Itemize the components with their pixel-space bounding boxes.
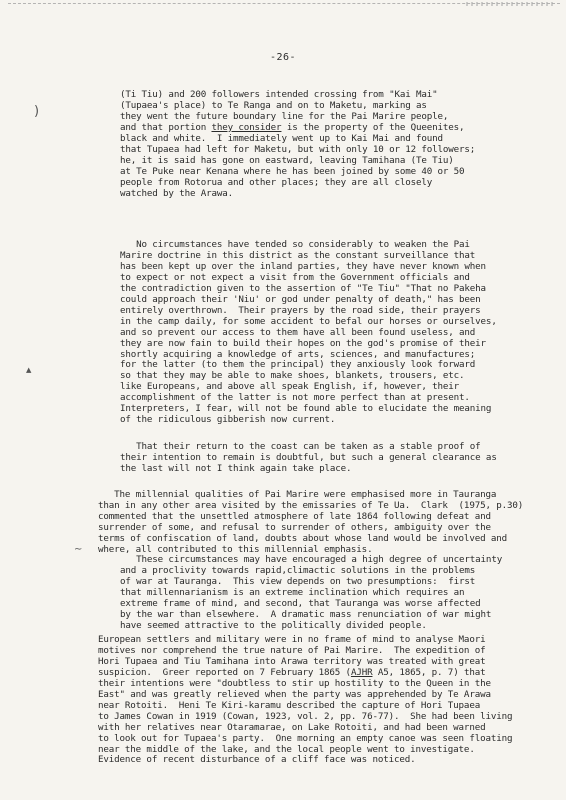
text-line: (Ti Tiu) and 200 followers intended crossing from "Kai Mai" <box>120 89 438 100</box>
text-line: These circumstances may have encouraged a high degree of uncertainty <box>120 554 503 565</box>
paragraph-quote-1 <box>120 90 475 200</box>
text-line: with her relatives near Otaramarae, on Lake Rotoiti, and had been warned <box>98 721 486 733</box>
paragraph-body-1 <box>98 490 523 556</box>
text-line: the last will not I think again take place. <box>120 462 352 474</box>
scan-edge-text-residue <box>466 2 556 6</box>
underlined-text: AJHR <box>350 666 373 678</box>
paragraph-quote-2 <box>120 240 497 426</box>
text-line: they went the future boundary line for the Pai Marire people, <box>120 110 449 122</box>
text-line: to look out for Tupaea's party. One morning an empty canoe was seen floating <box>98 732 513 744</box>
text-line: motives nor comprehend the true nature of Pai Marire. The expedition of <box>98 644 486 656</box>
paragraph-indented <box>120 555 502 632</box>
text-line: that Tupaea had left for Maketu, but with only 10 or 12 followers; <box>120 143 476 155</box>
text-line: and so prevent our access to them have all been found useless, and <box>120 326 476 338</box>
text-line: so that they may be able to make shoes, blankets, trousers, etc. <box>120 370 465 382</box>
text-line: at Te Puke near Kenana where he has been joined by some 40 or 50 <box>120 165 465 177</box>
paragraph-body-2 <box>98 635 512 766</box>
text-line: and a proclivity towards rapid,climactic solutions in the problems <box>120 564 476 576</box>
text-segment: is the property of the Queenites, <box>281 121 465 133</box>
text-line: they are now fain to build their hopes on the god's promise of their <box>120 337 486 349</box>
text-line: that millennarianism is an extreme inclination which requires an <box>120 586 465 598</box>
text-line: Marire doctrine in this district as the constant surveillance that <box>120 249 476 261</box>
text-line: their intentions were "doubtless to stir up hostility to the Queen in the <box>98 677 491 689</box>
margin-dot-mark: ▲ <box>26 366 32 374</box>
text-line: people from Rotorua and other places; they are all closely <box>120 176 433 188</box>
text-line: Evidence of recent disturbance of a cliff face was noticed. <box>98 754 416 766</box>
text-line: than in any other area visited by the emissaries of Te Ua. Clark (1975, p.30) <box>98 499 524 511</box>
text-line: in the camp daily, for some accident to befal our horses or ourselves, <box>120 315 497 327</box>
text-line: watched by the Arawa. <box>120 187 234 199</box>
text-line: extreme frame of mind, and second, that Tauranga was worse affected <box>120 597 481 609</box>
text-line: black and white. I immediately went up to Kai Mai and found <box>120 132 443 144</box>
text-line: the contradiction given to the assertion of "Te Tiu" "That no Pakeha <box>120 282 486 294</box>
text-line: to expect or not expect a visit from the Government officials and <box>120 271 470 283</box>
text-line: shortly acquiring a knowledge of arts, sciences, and manufactures; <box>120 348 476 360</box>
text-line: Hori Tupaea and Tiu Tamihana into Arawa territory was treated with great <box>98 655 486 667</box>
text-line: commented that the unsettled atmosphere of late 1864 following defeat and <box>98 510 491 522</box>
text-segment: A5, 1865, p. 7) that <box>372 666 486 678</box>
text-line: like Europeans, and above all speak English, if, however, their <box>120 381 460 393</box>
text-line: That their return to the coast can be taken as a stable proof of <box>120 441 481 452</box>
text-line: to James Cowan in 1919 (Cowan, 1923, vol. 2, pp. 76-77). She had been living <box>98 710 513 722</box>
text-line: of the ridiculous gibberish now current. <box>120 414 336 426</box>
text-line: he, it is said has gone on eastward, leaving Tamihana (Te Tiu) <box>120 154 454 166</box>
text-line: by the war than elsewhere. A dramatic mass renunciation of war might <box>120 608 492 620</box>
text-line: European settlers and military were in no frame of mind to analyse Maori <box>98 634 486 645</box>
text-line: for the latter (to them the principal) they anxiously look forward <box>120 359 476 371</box>
text-line: accomplishment of the latter is not more perfect than at present. <box>120 392 470 404</box>
text-line: East" and was greatly relieved when the party was apprehended by Te Arawa <box>98 688 491 700</box>
text-line: terms of confiscation of land, doubts about whose land would be involved and <box>98 532 507 544</box>
text-line: No circumstances have tended so considerably to weaken the Pai <box>120 239 470 250</box>
margin-bracket-mark: ) <box>34 104 40 119</box>
text-line: surrender of some, and refusal to surrender of others, ambiguity over the <box>98 521 491 533</box>
text-line: where, all contributed to this millennial emphasis. <box>98 543 373 555</box>
text-line: could approach their 'Niu' or god under penalty of death," has been <box>120 293 481 305</box>
text-line: Interpreters, I fear, will not be found able to elucidate the meaning <box>120 403 492 415</box>
text-line: of war at Tauranga. This view depends on two presumptions: first <box>120 575 476 587</box>
page-number: -26- <box>269 52 297 63</box>
text-segment: suspicion. Greer reported on 7 February 1865 ( <box>98 666 351 678</box>
text-line: has been kept up over the inland parties, they have never known when <box>120 260 486 272</box>
text-segment: and that portion <box>120 121 212 133</box>
text-line: near Rotoiti. Heni Te Kiri-karamu described the capture of Hori Tupaea <box>98 699 481 711</box>
underlined-text: they consider <box>211 121 282 133</box>
text-line: their intention to remain is doubtful, but such a general clearance as <box>120 451 497 463</box>
text-line: have seemed attractive to the politically divided people. <box>120 619 427 631</box>
text-line: entirely overthrown. Their prayers by the road side, their prayers <box>120 304 481 316</box>
text-line: The millennial qualities of Pai Marire were emphasised more in Tauranga <box>98 489 497 500</box>
text-line: near the middle of the lake, and the local people went to investigate. <box>98 743 475 755</box>
margin-squiggle-mark: ∼ <box>74 544 83 555</box>
text-line: (Tupaea's place) to Te Ranga and on to Maketu, marking as <box>120 99 427 111</box>
paragraph-quote-3 <box>120 442 497 475</box>
